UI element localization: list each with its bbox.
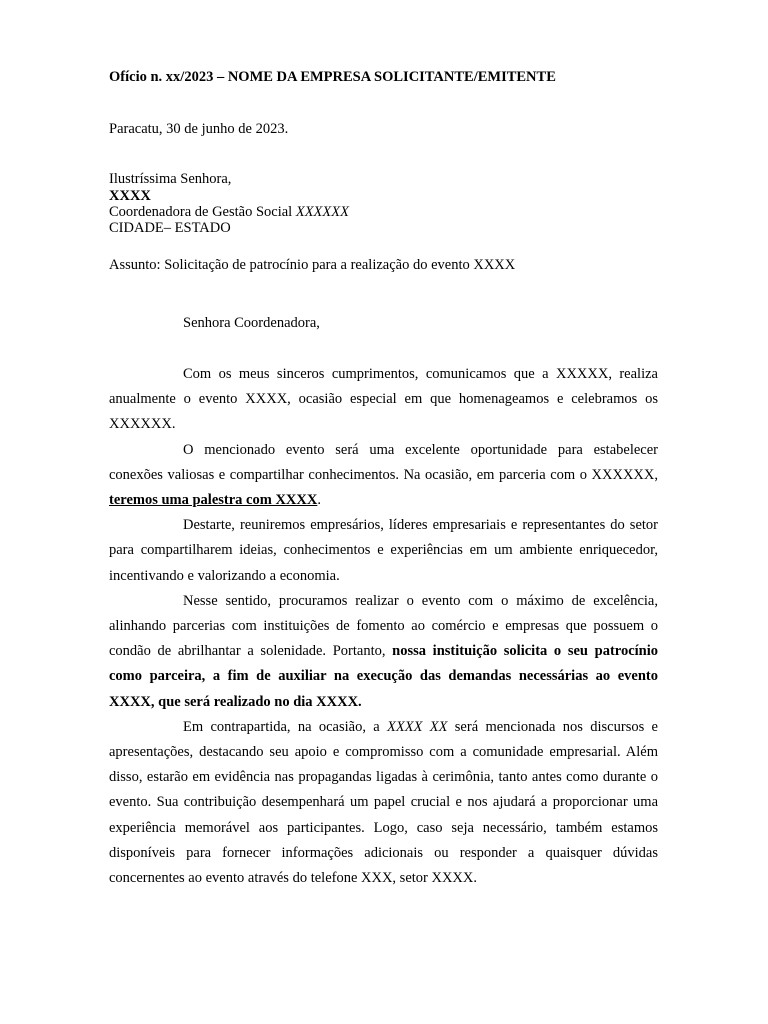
paragraph-4-text: Nesse sentido, procuramos realizar o evento com o máximo de excelência, alinhando parcerias com instituições de fomento ao comércio e empresas que possuem o condão de abrilhantar a solenidade. Portanto, (109, 592, 658, 660)
paragraph-2-text: O mencionado evento será uma excelente oportunidade para estabelecer conexões valiosas e compartilhar conhecimentos. Na ocasião, em parceria com o XXXXXX, (109, 441, 658, 483)
recipient-role (109, 204, 349, 221)
paragraph-1: Com os meus sinceros cumprimentos, comunicamos que a XXXXX, realiza anualmente o evento XXXX, ocasião especial em que homenageamos e celebramos os XXXXXX. (109, 366, 658, 433)
paragraph-2-end: . (317, 492, 321, 509)
paragraph-3: Destarte, reuniremos empresários, líderes empresariais e representantes do setor para compartilharem ideias, conhecimentos e experiências em um ambiente enriquecedor, incentivando e valorizando a economia. (109, 517, 658, 584)
recipient-salutation: Ilustríssima Senhora, (109, 171, 232, 187)
recipient-role-text: Coordenadora de Gestão Social (109, 204, 293, 220)
paragraph-5-text: Em contrapartida, na ocasião, a (183, 718, 388, 735)
paragraph-5-rest: será mencionada nos discursos e apresentações, destacando seu apoio e compromisso com a comunidade empresarial. Além disso, estarão em evidência nas propagandas ligadas à cerimônia, tanto antes como durante o evento. Sua contribuição desempenhará um papel crucial e nos ajudará a proporcionar uma experiência memorável aos participantes. Logo, caso seja necessário, também estamos disponíveis para fornecer informações adicionais ou responder a quaisquer dúvidas concernentes ao evento através do telefone XXX, setor XXXX. (109, 718, 658, 887)
paragraph-5 (109, 715, 658, 891)
oficio-header: Ofício n. xx/2023 – NOME DA EMPRESA SOLICITANTE/EMITENTE (109, 69, 556, 85)
greeting: Senhora Coordenadora, (183, 315, 320, 331)
recipient-name: XXXX (109, 188, 151, 204)
paragraph-2-highlight: teremos uma palestra com XXXX (109, 492, 318, 509)
recipient-role-org: XXXXXX (295, 204, 349, 220)
paragraph-5-entity: XXXX XX (387, 718, 448, 735)
paragraph-4-request: nossa instituição solicita o seu patrocínio como parceira, a fim de auxiliar na execução das demandas necessárias ao evento XXXX, que será realizado no dia XXXX. (109, 643, 659, 710)
letter-body (109, 362, 658, 891)
subject-line: Assunto: Solicitação de patrocínio para a realização do evento XXXX (109, 257, 516, 273)
paragraph-2 (109, 438, 658, 514)
place-date: Paracatu, 30 de junho de 2023. (109, 121, 289, 137)
recipient-city-state: CIDADE– ESTADO (109, 220, 231, 236)
paragraph-4 (109, 589, 658, 715)
